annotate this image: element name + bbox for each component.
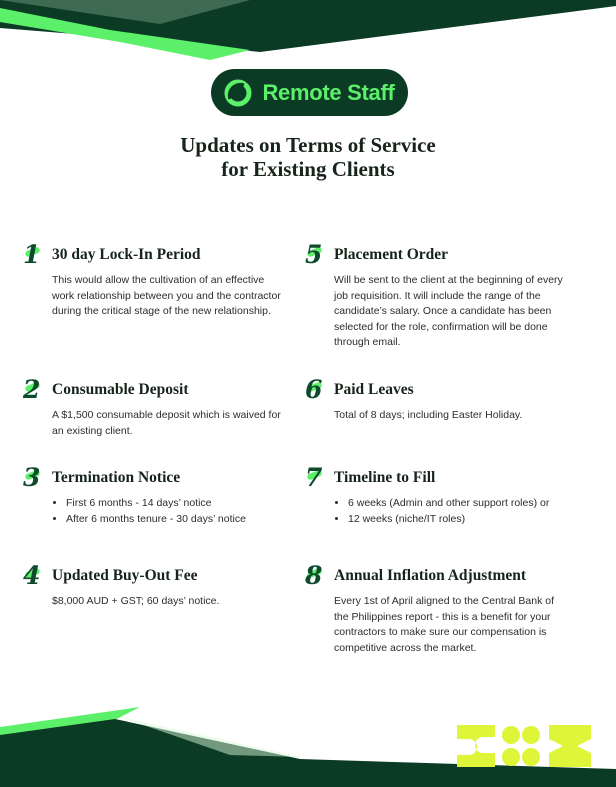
number-1-icon: 1 xyxy=(23,240,47,270)
logo-text: Remote Staff xyxy=(262,79,395,105)
term-heading: Updated Buy-Out Fee xyxy=(52,567,198,584)
number-6-icon: 6 xyxy=(305,375,329,405)
term-heading: Timeline to Fill xyxy=(334,469,436,486)
list-item: • 12 weeks (niche/IT roles) xyxy=(348,512,570,528)
title-line-1: Updates on Terms of Service xyxy=(180,133,436,157)
term-item-1 xyxy=(23,240,288,320)
term-bullet-list xyxy=(334,496,570,527)
term-item-8 xyxy=(305,561,570,656)
term-item-6 xyxy=(305,375,570,424)
number-3-icon: 3 xyxy=(23,463,47,493)
term-item-4 xyxy=(23,561,288,610)
term-item-7 xyxy=(305,463,570,538)
list-item: • After 6 months tenure - 30 days’ notice xyxy=(66,512,288,528)
term-heading: Consumable Deposit xyxy=(52,381,189,398)
term-item-5 xyxy=(305,240,570,351)
remote-staff-logo xyxy=(211,69,408,116)
top-decorative-band xyxy=(0,0,616,70)
list-item: • First 6 months - 14 days’ notice xyxy=(66,496,288,512)
title-line-2: for Existing Clients xyxy=(221,157,395,181)
number-7-icon: 7 xyxy=(305,463,329,493)
term-bullet-list xyxy=(52,496,288,527)
term-item-2 xyxy=(23,375,288,439)
logo-mark-icon xyxy=(224,79,252,107)
term-heading: Paid Leaves xyxy=(334,381,414,398)
term-heading: Termination Notice xyxy=(52,469,181,486)
term-heading: 30 day Lock-In Period xyxy=(52,246,201,263)
term-body: Will be sent to the client at the beginning of every job requisition. It will include the range of the candidate’s salary. Once a candidate has been selected for the role, confirmation will be done through email. xyxy=(334,274,563,348)
list-item: • 6 weeks (Admin and other support roles) or xyxy=(348,496,570,512)
number-8-icon: 8 xyxy=(305,561,329,591)
term-body: Every 1st of April aligned to the Central Bank of the Philippines report - this is a benefit for your contractors to make sure our compensation is competitive across the market. xyxy=(334,595,555,654)
term-body: $8,000 AUD + GST; 60 days’ notice. xyxy=(52,595,220,607)
term-item-3 xyxy=(23,463,288,538)
term-body: Total of 8 days; including Easter Holiday. xyxy=(334,409,523,421)
number-4-icon: 4 xyxy=(23,561,47,591)
term-body: A $1,500 consumable deposit which is waived for an existing client. xyxy=(52,409,281,437)
term-body: This would allow the cultivation of an effective work relationship between you and the contractor during the critical stage of the new relationship. xyxy=(52,274,281,317)
number-2-icon: 2 xyxy=(23,375,47,405)
number-5-icon: 5 xyxy=(305,240,329,270)
page-title xyxy=(0,133,616,181)
term-heading: Annual Inflation Adjustment xyxy=(334,567,527,584)
term-heading: Placement Order xyxy=(334,246,449,263)
geometric-pattern-icon xyxy=(455,723,593,769)
